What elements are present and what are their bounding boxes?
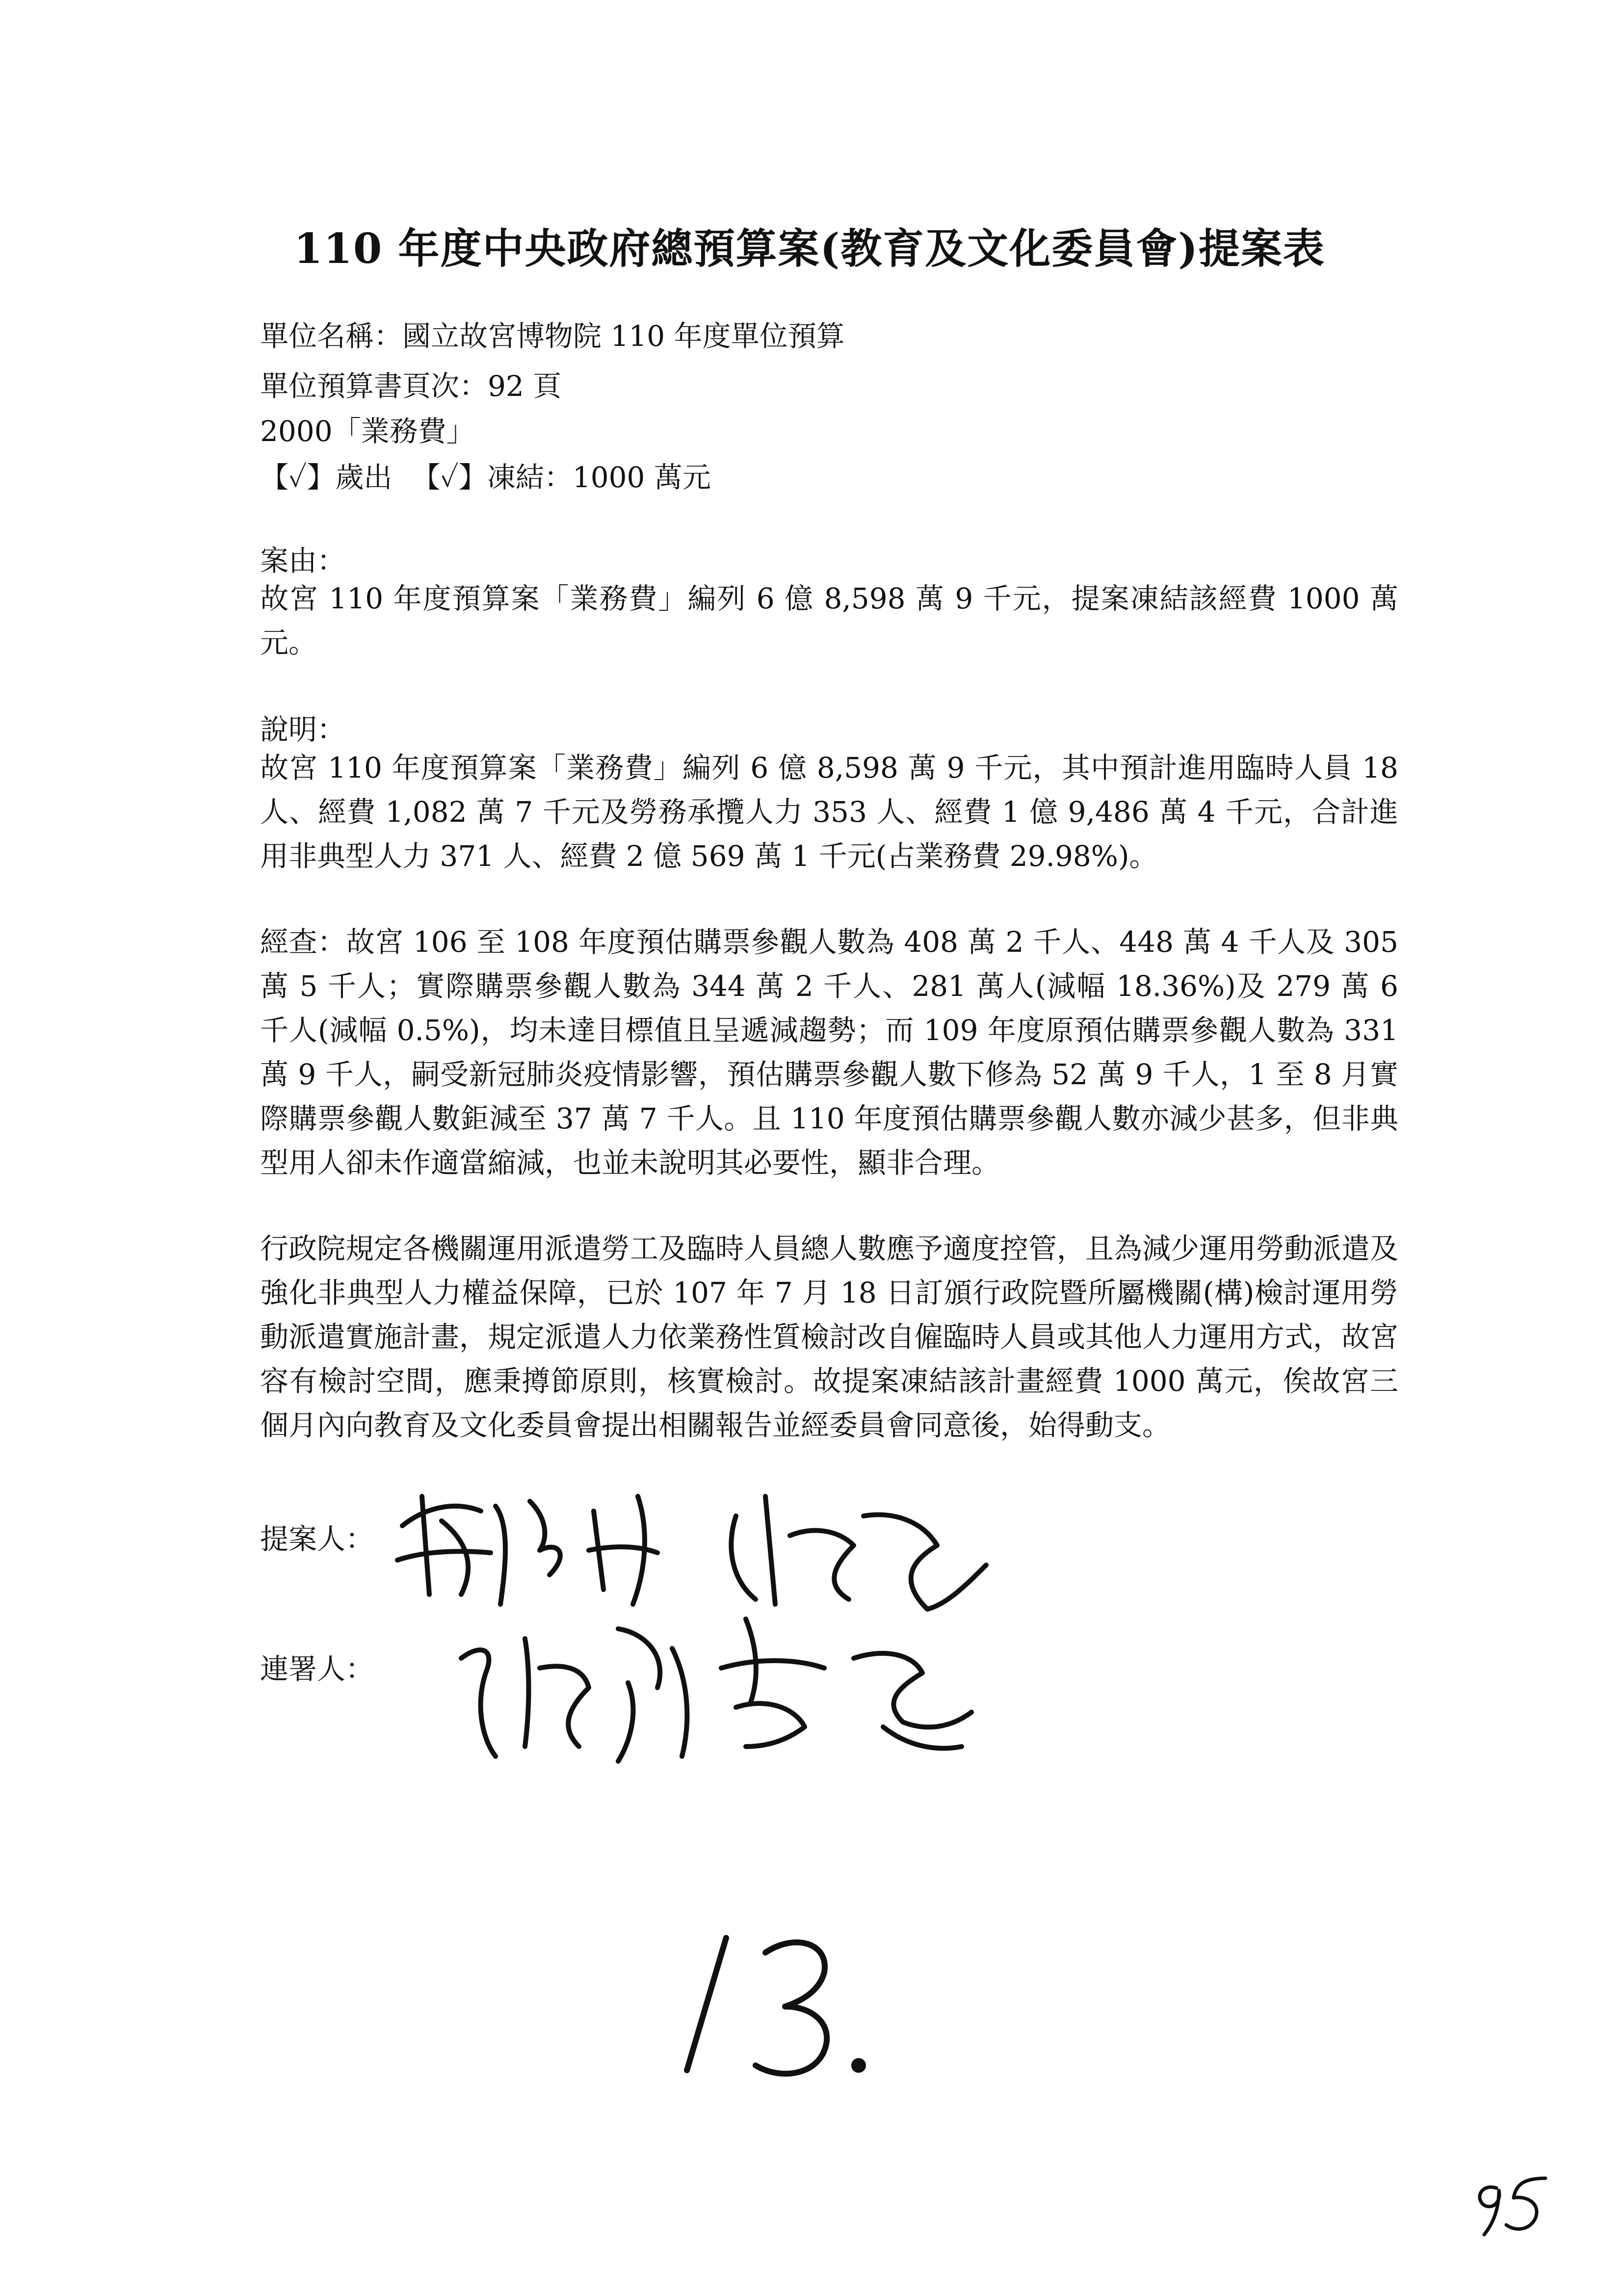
freeze-checkbox: 【✓】凍結：1000 萬元 — [412, 461, 711, 494]
expenditure-checkbox: 【✓】歲出 — [260, 461, 393, 494]
checkbox-row — [260, 454, 711, 496]
explanation-paragraph: 行政院規定各機關運用派遣勞工及臨時人員總人數應予適度控管，且為減少運用勞動派遣及強化非典型人力權益保障，已於 107 年 7 月 18 日訂頒行政院暨所屬機關(構)檢討運用勞動派遣實施計畫，規定派遣人力依業務性質檢討改自僱臨時人員或其他人力運用方式，故宮容有檢討空間，應秉撙節原則，核實檢討。故提案凍結該計畫經費 1000 萬元，俟故宮三個月內向教育及文化委員會提出相關報告並經委員會同意後，始得動支。 — [260, 1232, 1399, 1442]
cosigner-label: 連署人： — [260, 1652, 374, 1686]
budget-item: 2000「業務費」 — [260, 415, 475, 448]
explanation-paragraph: 經查：故宮 106 至 108 年度預估購票參觀人數為 408 萬 2 千人、448 萬 4 千人及 305 萬 5 千人；實際購票參觀人數為 344 萬 2 千人、281 萬人(減幅 18.36%)及 279 萬 6 千人(減幅 0.5%)，均未達目標值且呈遞減趨勢；而 109 年度原預估購票參觀人數為 331 萬 9 千人，嗣受新冠肺炎疫情影響，預估購票參觀人數下修為 52 萬 9 千人，1 至 8 月實際購票參觀人數鉅減至 37 萬 7 千人。且 110 年度預估購票參觀人數亦減少甚多，但非典型用人卻未作適當縮減，也並未說明其必要性，顯非合理。 — [260, 925, 1398, 1179]
explanation-paragraph: 故宮 110 年度預算案「業務費」編列 6 億 8,598 萬 9 千元，其中預計進用臨時人員 18 人、經費 1,082 萬 7 千元及勞務承攬人力 353 人、經費 1 億 9,486 萬 4 千元，合計進用非典型人力 371 人、經費 2 億 569 萬 1 千元(占業務費 29.98%)。 — [260, 751, 1398, 873]
reason-heading: 案由： — [260, 544, 346, 577]
cosigner-signature — [442, 1599, 1055, 1776]
handwritten-page-number — [1467, 2168, 1555, 2242]
unit-name: 單位名稱：國立故宮博物院 110 年度單位預算 — [260, 319, 845, 353]
budget-page-reference: 單位預算書頁次：92 頁 — [260, 369, 562, 403]
handwritten-sequence-number — [667, 1923, 883, 2090]
proposer-label: 提案人： — [260, 1522, 374, 1556]
document-title: 110 年度中央政府總預算案(教育及文化委員會)提案表 — [293, 224, 1326, 273]
explanation-heading: 說明： — [260, 713, 346, 746]
reason-text: 故宮 110 年度預算案「業務費」編列 6 億 8,598 萬 9 千元，提案凍結該經費 1000 萬元。 — [260, 582, 1398, 659]
